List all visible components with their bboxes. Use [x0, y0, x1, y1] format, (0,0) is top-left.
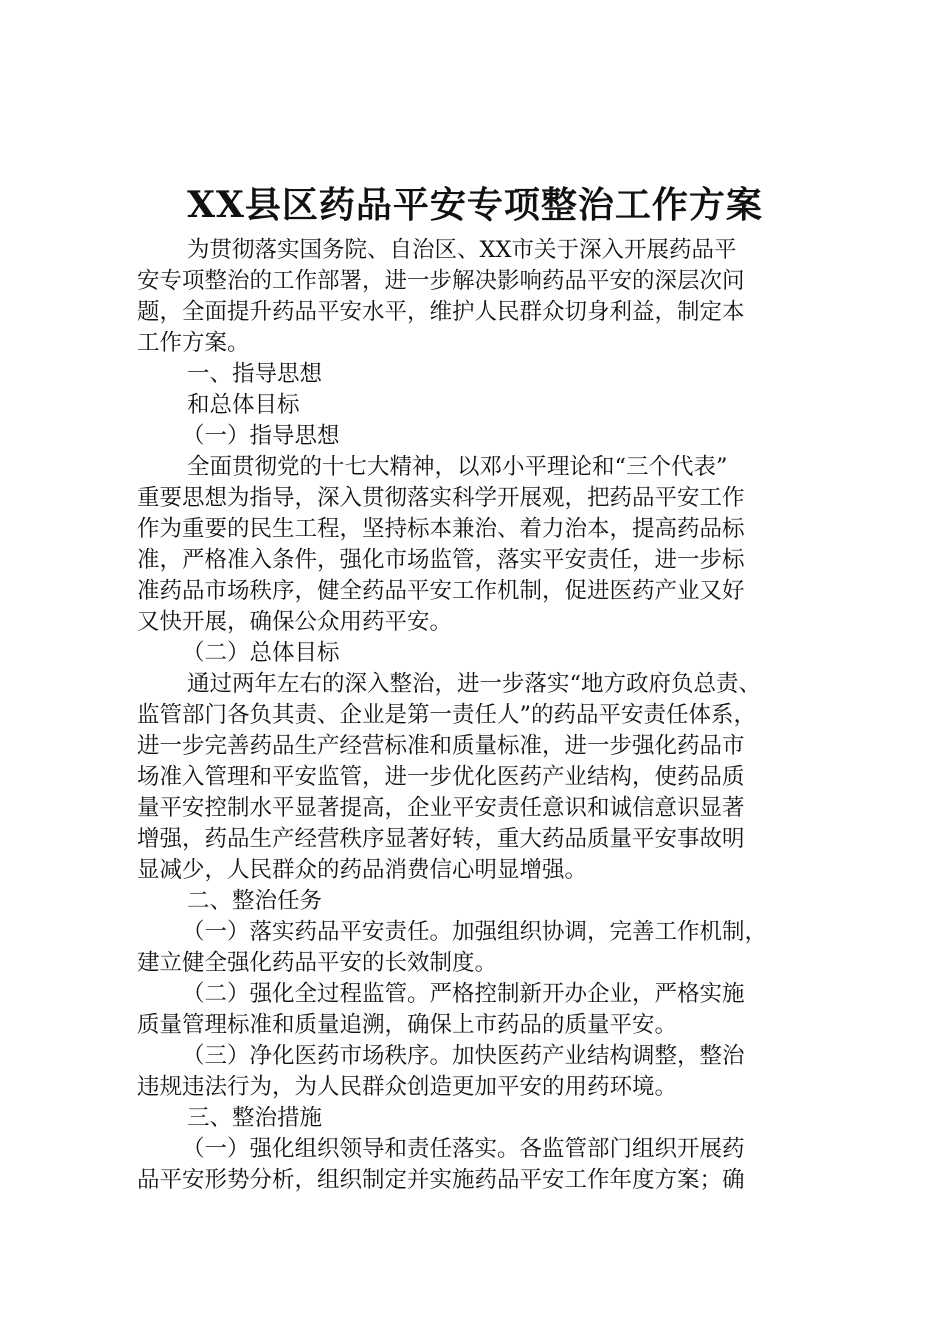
section-heading: 和总体目标 [187, 392, 300, 418]
paragraph-line: 品平安形势分析，组织制定并实施药品平安工作年度方案；确 [137, 1167, 745, 1193]
paragraph-line: 建立健全强化药品平安的长效制度。 [137, 950, 498, 976]
paragraph-line: 进一步完善药品生产经营标准和质量标准，进一步强化药品市 [137, 733, 745, 759]
paragraph-line: 违规违法行为，为人民群众创造更加平安的用药环境。 [137, 1074, 678, 1100]
paragraph-line: 通过两年左右的深入整治，进一步落实“地方政府负总责、 [187, 671, 762, 697]
section-heading: 二、整治任务 [187, 888, 323, 914]
paragraph-line: 准药品市场秩序，健全药品平安工作机制，促进医药产业又好 [137, 578, 745, 604]
paragraph-line: （二）强化全过程监管。严格控制新开办企业，严格实施 [182, 981, 745, 1007]
subsection-heading: （二）总体目标 [182, 640, 340, 666]
paragraph-line: 增强，药品生产经营秩序显著好转，重大药品质量平安事故明 [137, 826, 745, 852]
paragraph-line: （一）落实药品平安责任。加强组织协调，完善工作机制， [182, 919, 768, 945]
paragraph-line: 作为重要的民生工程，坚持标本兼治、着力治本，提高药品标 [137, 516, 745, 542]
paragraph-line: （一）强化组织领导和责任落实。各监管部门组织开展药 [182, 1136, 745, 1162]
paragraph-line: 安专项整治的工作部署，进一步解决影响药品平安的深层次问 [137, 268, 745, 294]
section-heading: 三、整治措施 [187, 1105, 323, 1131]
paragraph-line: 又快开展，确保公众用药平安。 [137, 609, 453, 635]
paragraph-line: 监管部门各负其责、企业是第一责任人”的药品平安责任体系， [137, 702, 757, 728]
section-heading: 一、指导思想 [187, 361, 323, 387]
paragraph-line: 重要思想为指导，深入贯彻落实科学开展观，把药品平安工作 [137, 485, 745, 511]
subsection-heading: （一）指导思想 [182, 423, 340, 449]
paragraph-line: 准，严格准入条件，强化市场监管，落实平安责任，进一步标 [137, 547, 745, 573]
document-title: XX县区药品平安专项整治工作方案 [187, 184, 763, 226]
paragraph-line: 为贯彻落实国务院、自治区、XX市关于深入开展药品平 [187, 237, 737, 263]
paragraph-line: 工作方案。 [137, 330, 250, 356]
paragraph-line: （三）净化医药市场秩序。加快医药产业结构调整，整治 [182, 1043, 745, 1069]
paragraph-line: 质量管理标准和质量追溯，确保上市药品的质量平安。 [137, 1012, 678, 1038]
paragraph-line: 显减少，人民群众的药品消费信心明显增强。 [137, 857, 588, 883]
paragraph-line: 全面贯彻党的十七大精神，以邓小平理论和“三个代表” [187, 454, 728, 480]
paragraph-line: 量平安控制水平显著提高，企业平安责任意识和诚信意识显著 [137, 795, 745, 821]
paragraph-line: 场准入管理和平安监管，进一步优化医药产业结构，使药品质 [137, 764, 745, 790]
paragraph-line: 题，全面提升药品平安水平，维护人民群众切身利益，制定本 [137, 299, 745, 325]
